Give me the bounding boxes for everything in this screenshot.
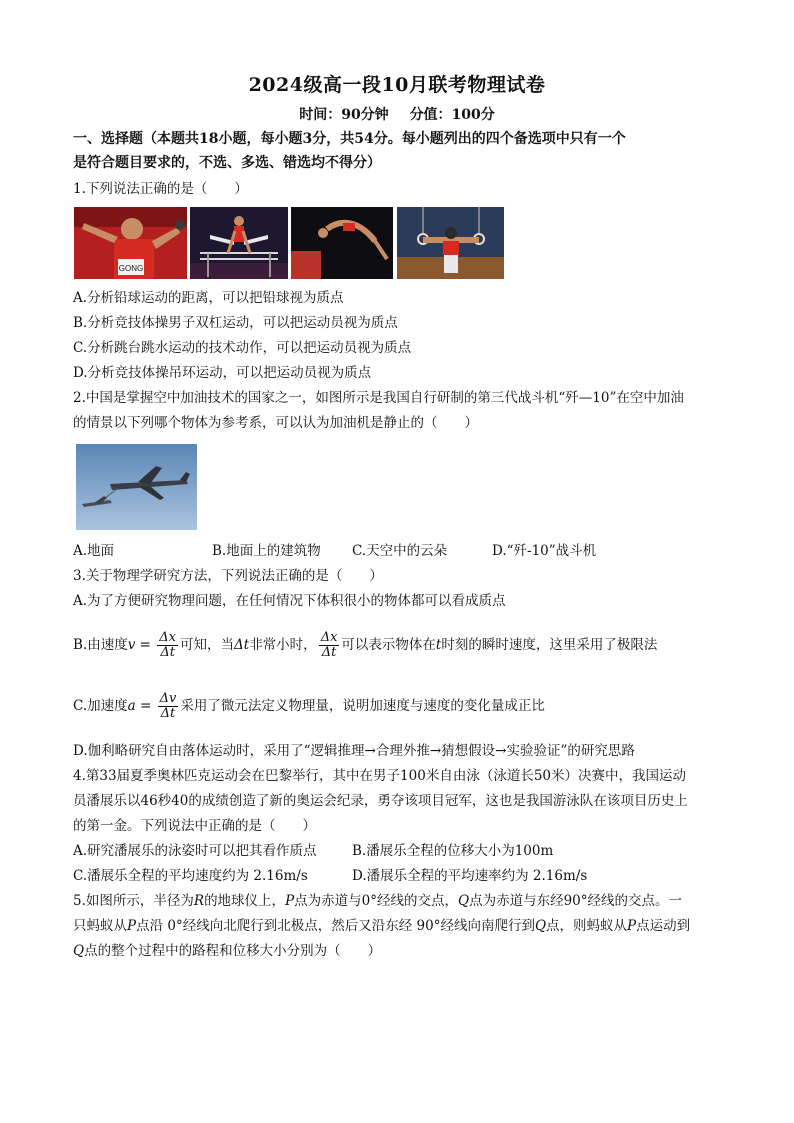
q5-l2-Q: Q xyxy=(534,918,547,934)
q2-option-d: D.“歼-10”战斗机 xyxy=(492,543,597,559)
refueling-photo xyxy=(76,444,197,530)
q3-b-denominator: Δt xyxy=(160,645,175,660)
rings-photo xyxy=(397,207,504,279)
q2-option-a: A.地面 xyxy=(73,543,115,559)
q1-option-c: C.分析跳台跳水运动的技术动作，可以把运动员视为质点 xyxy=(73,340,412,356)
q3-b-mid1: 可知，当 xyxy=(180,637,234,653)
q2-option-b: B.地面上的建筑物 xyxy=(212,543,321,559)
q5-l1-P: P xyxy=(285,893,295,909)
q3-b-numerator2: Δx xyxy=(320,630,338,645)
q3-c-fraction xyxy=(158,692,179,721)
exam-time: 时间：90分钟 xyxy=(299,107,389,123)
q4-option-d: D.潘展乐全程的平均速率约为 2.16m/s xyxy=(352,868,588,884)
q3-option-c xyxy=(73,688,545,724)
q5-l2-d: 点运动到 xyxy=(636,918,691,934)
q3-b-prefix: B.由速度 xyxy=(73,637,128,653)
exam-score: 分值：100分 xyxy=(409,107,495,123)
q3-c-suffix: 采用了微元法定义物理量，说明加速度与速度的变化量成正比 xyxy=(180,698,545,714)
q5-l1-b: 的地球仪上， xyxy=(204,893,286,909)
q5-l2-c: 点，则蚂蚁从 xyxy=(546,918,628,934)
q4-option-a: A.研究潘展乐的泳姿时可以把其看作质点 xyxy=(73,843,317,859)
q3-stem: 3.关于物理学研究方法，下列说法正确的是（ ） xyxy=(73,568,383,584)
q3-c-denominator: Δt xyxy=(160,706,176,721)
q3-option-a: A.为了方便研究物理问题，在任何情况下体积很小的物体都可以看成质点 xyxy=(73,593,506,609)
q4-stem-line2: 员潘展乐以46秒40的成绩创造了新的奥运会纪录，勇夺该项目冠军，这也是我国游泳队在该项目历史上 xyxy=(73,793,688,809)
q4-option-c: C.潘展乐全程的平均速度约为 2.16m/s xyxy=(73,868,308,884)
q3-c-numerator: Δv xyxy=(159,691,177,706)
parallel-bars-photo xyxy=(190,207,288,279)
q1-option-a: A.分析铅球运动的距离，可以把铅球视为质点 xyxy=(73,290,344,306)
q3-b-eq: = xyxy=(135,637,156,653)
q5-stem-line3 xyxy=(73,940,381,962)
q4-stem-line3: 的第一金。下列说法中正确的是（ ） xyxy=(73,818,316,834)
section-heading-line2: 是符合题目要求的，不选、多选、错选均不得分） xyxy=(73,155,381,171)
exam-title: 2024级高一段10月联考物理试卷 xyxy=(248,74,546,96)
q5-l1-c: 点为赤道与0°经线的交点， xyxy=(294,893,458,909)
q3-c-prefix: C.加速度 xyxy=(73,698,128,714)
q4-stem-line1: 4.第33届夏季奥林匹克运动会在巴黎举行，其中在男子100米自由泳（泳道长50米）决赛中，我国运动 xyxy=(73,768,687,784)
exam-meta xyxy=(0,104,794,124)
q4-option-b: B.潘展乐全程的位移大小为100m xyxy=(352,843,554,859)
q5-l2-P: P xyxy=(127,918,137,934)
q1-option-d: D.分析竞技体操吊环运动，可以把运动员视为质点 xyxy=(73,365,372,381)
q5-l3-a: 点的整个过程中的路程和位移大小分别为（ ） xyxy=(84,943,382,959)
q5-l2-P2: P xyxy=(627,918,637,934)
q5-l1-R: R xyxy=(193,893,205,909)
q5-l1-d: 点为赤道与东经90°经线的交点。一 xyxy=(469,893,683,909)
q3-option-b xyxy=(73,627,657,663)
q1-option-b: B.分析竞技体操男子双杠运动，可以把运动员视为质点 xyxy=(73,315,398,331)
shot-put-photo xyxy=(74,207,187,279)
q3-c-a: a xyxy=(127,698,136,714)
q3-b-suffix: 时刻的瞬时速度，这里采用了极限法 xyxy=(441,637,658,653)
athlete-bib: GONG xyxy=(118,264,144,273)
q5-l2-a: 只蚂蚁从 xyxy=(73,918,127,934)
q3-option-d: D.伽利略研究自由落体运动时，采用了“逻辑推理→合理外推→猜想假设→实验验证”的研究思路 xyxy=(73,743,635,759)
q3-b-denominator2: Δt xyxy=(321,645,337,660)
q2-option-c: C.天空中的云朵 xyxy=(352,543,448,559)
q5-stem-line2 xyxy=(73,915,690,937)
q2-stem-line2: 的情景以下列哪个物体为参考系，可以认为加油机是静止的（ ） xyxy=(73,415,478,431)
q5-l2-b: 点沿 0°经线向北爬行到北极点，然后又沿东经 90°经线向南爬行到 xyxy=(136,918,535,934)
q5-l1-Q: Q xyxy=(458,893,470,909)
q3-b-dt: Δt xyxy=(234,637,250,653)
q3-b-numerator: Δx xyxy=(159,630,176,645)
q5-l3-Q: Q xyxy=(73,943,85,959)
q3-c-eq: = xyxy=(135,698,156,714)
q1-stem: 1.下列说法正确的是（ ） xyxy=(73,181,248,197)
q3-b-fraction2 xyxy=(319,631,340,660)
q3-b-mid3: 可以表示物体在 xyxy=(341,637,436,653)
section-heading-line1: 一、选择题（本题共18小题，每小题3分，共54分。每小题列出的四个备选项中只有一个 xyxy=(73,131,626,147)
q3-b-v: v xyxy=(127,637,136,653)
q2-stem-line1: 2.中国是掌握空中加油技术的国家之一，如图所示是我国自行研制的第三代战斗机“歼—10”在空中加油 xyxy=(73,390,684,406)
q5-l1-a: 5.如图所示，半径为 xyxy=(73,893,194,909)
diving-photo xyxy=(291,207,393,279)
q3-b-t: t xyxy=(435,637,442,653)
q3-b-mid2: 非常小时， xyxy=(249,637,317,653)
q3-b-fraction xyxy=(157,631,178,660)
q5-stem-line1 xyxy=(73,890,682,912)
